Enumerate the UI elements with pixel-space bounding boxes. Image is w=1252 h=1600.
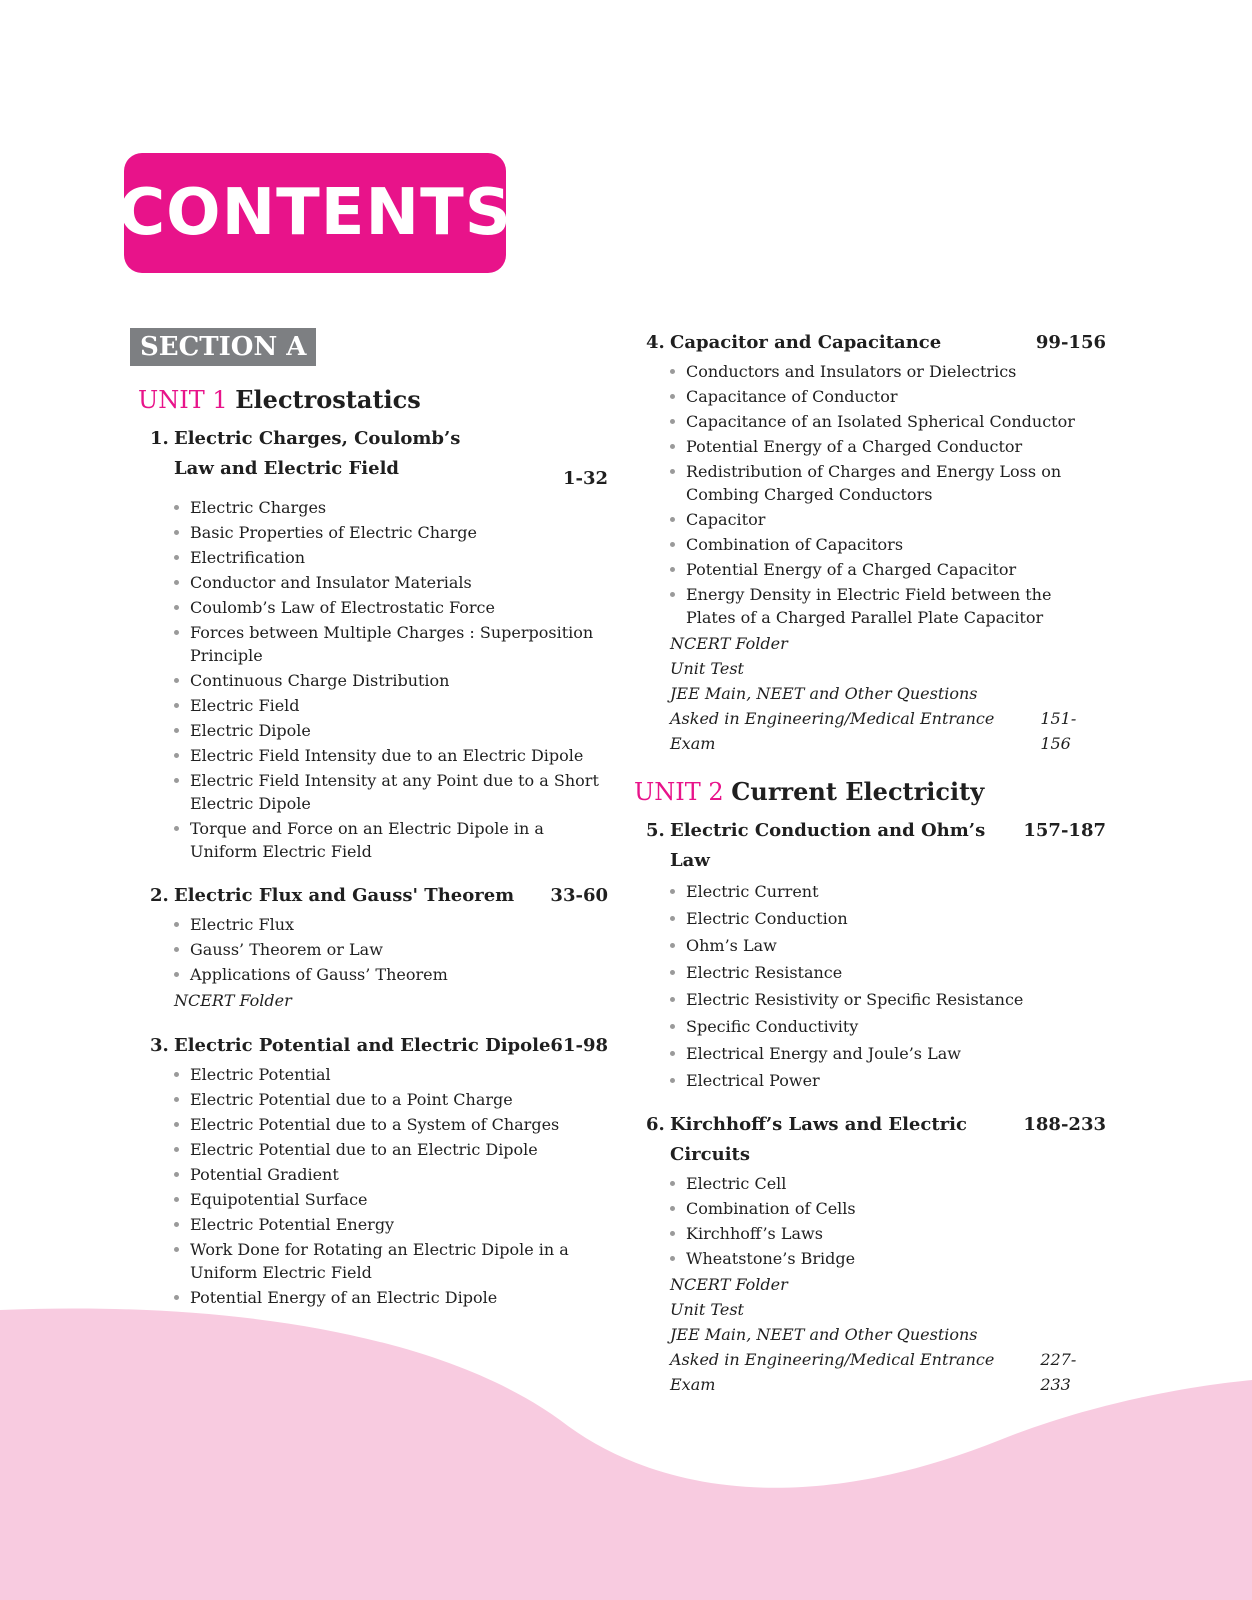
- unit-title: Electrostatics: [235, 385, 421, 414]
- list-item: Electric Potential due to a System of Charges: [174, 1113, 608, 1136]
- chapter-heading: [138, 881, 608, 911]
- unit-number: UNIT 2: [634, 778, 724, 806]
- list-item: Electrification: [174, 546, 608, 569]
- list-item: Specific Conductivity: [670, 1015, 1106, 1038]
- chapter-number: 4.: [646, 332, 665, 353]
- chapter-extra-pages: 227-233: [1040, 1350, 1077, 1394]
- list-item: Electric Potential: [174, 1063, 608, 1086]
- list-item: Electric Field: [174, 694, 608, 717]
- list-item: Capacitance of an Isolated Spherical Conductor: [670, 410, 1106, 433]
- list-item: Electric Cell: [670, 1172, 1106, 1195]
- chapter-extra: JEE Main, NEET and Other Questions: [670, 684, 978, 703]
- topic-list: [646, 880, 1106, 1092]
- list-item: Conductors and Insulators or Dielectrics: [670, 360, 1106, 383]
- chapter: [646, 328, 1106, 756]
- chapter-title: Electric Flux and Gauss' Theorem: [174, 885, 515, 906]
- chapter-number: 2.: [150, 885, 169, 906]
- topic-list: [646, 360, 1106, 629]
- list-item: Combination of Capacitors: [670, 533, 1106, 556]
- unit-heading: [634, 776, 1106, 808]
- chapter-heading: [646, 328, 1106, 358]
- chapter-extra-row: [646, 1347, 1106, 1397]
- list-item: Electric Potential due to an Electric Dipole: [174, 1138, 608, 1161]
- list-item: Conductor and Insulator Materials: [174, 571, 608, 594]
- list-item: Electrical Energy and Joule’s Law: [670, 1042, 1106, 1065]
- chapter-extra: NCERT Folder: [670, 1275, 788, 1294]
- list-item: Electric Resistance: [670, 961, 1106, 984]
- chapter-heading: [138, 1031, 608, 1061]
- chapter-pages: 33-60: [550, 885, 608, 906]
- chapter-number: 5.: [646, 820, 665, 841]
- chapter-number: 1.: [150, 428, 169, 449]
- list-item: Electric Field Intensity at any Point due to a Short Electric Dipole: [174, 769, 608, 815]
- chapter-extra: NCERT Folder: [670, 634, 788, 653]
- list-item: Electric Current: [670, 880, 1106, 903]
- list-item: Coulomb’s Law of Electrostatic Force: [174, 596, 608, 619]
- chapter-extra: Asked in Engineering/Medical Entrance Exam: [670, 1350, 995, 1394]
- chapter-extra-row: [646, 706, 1106, 756]
- list-item: Energy Density in Electric Field between the Plates of a Charged Parallel Plate Capacitor: [670, 583, 1106, 629]
- chapter-extra: Unit Test: [670, 1300, 744, 1319]
- list-item: Work Done for Rotating an Electric Dipole in a Uniform Electric Field: [174, 1238, 608, 1284]
- chapter-extra: Asked in Engineering/Medical Entrance Exam: [670, 709, 995, 753]
- chapter: [138, 881, 608, 1013]
- list-item: Wheatstone’s Bridge: [670, 1247, 1106, 1270]
- chapter-extra-pages: 151-156: [1040, 709, 1077, 753]
- chapter-title: Electric Charges, Coulomb’s: [174, 428, 461, 449]
- chapter-pages: 1-32: [562, 468, 608, 489]
- chapter-pages: 61-98: [550, 1035, 608, 1056]
- left-column: [138, 384, 608, 1327]
- list-item: Electric Dipole: [174, 719, 608, 742]
- chapter-number: 3.: [150, 1035, 169, 1056]
- topic-list: [138, 496, 608, 863]
- list-item: Potential Gradient: [174, 1163, 608, 1186]
- list-item: Basic Properties of Electric Charge: [174, 521, 608, 544]
- chapter: [138, 424, 608, 863]
- chapter-title: Electric Potential and Electric Dipole: [174, 1035, 551, 1056]
- right-column: [634, 328, 1106, 1415]
- list-item: Kirchhoff’s Laws: [670, 1222, 1106, 1245]
- chapter: [138, 1031, 608, 1309]
- chapter-extra: NCERT Folder: [174, 991, 292, 1010]
- list-item: Electric Conduction: [670, 907, 1106, 930]
- list-item: Equipotential Surface: [174, 1188, 608, 1211]
- section-label: SECTION A: [130, 328, 316, 366]
- chapter-extra: JEE Main, NEET and Other Questions: [670, 1325, 978, 1344]
- chapter-title: Kirchhoff’s Laws and Electric Circuits: [670, 1114, 967, 1165]
- list-item: Applications of Gauss’ Theorem: [174, 963, 608, 986]
- list-item: Ohm’s Law: [670, 934, 1106, 957]
- list-item: Gauss’ Theorem or Law: [174, 938, 608, 961]
- list-item: Redistribution of Charges and Energy Loss on Combing Charged Conductors: [670, 460, 1106, 506]
- list-item: Potential Energy of an Electric Dipole: [174, 1286, 608, 1309]
- unit-title: Current Electricity: [731, 777, 985, 806]
- chapter-heading-line2: [138, 454, 608, 494]
- chapter-heading: [646, 816, 1106, 876]
- chapter: [646, 1110, 1106, 1397]
- list-item: Electric Flux: [174, 913, 608, 936]
- chapter-title: Capacitor and Capacitance: [670, 332, 942, 353]
- list-item: Capacitance of Conductor: [670, 385, 1106, 408]
- list-item: Potential Energy of a Charged Capacitor: [670, 558, 1106, 581]
- list-item: Electric Potential Energy: [174, 1213, 608, 1236]
- page-title: CONTENTS: [118, 176, 512, 250]
- unit-heading: [138, 384, 608, 416]
- list-item: Potential Energy of a Charged Conductor: [670, 435, 1106, 458]
- chapter-pages: 99-156: [1035, 332, 1106, 353]
- topic-list: [138, 913, 608, 986]
- chapter-extra: Unit Test: [670, 659, 744, 678]
- unit-number: UNIT 1: [138, 386, 228, 414]
- list-item: Continuous Charge Distribution: [174, 669, 608, 692]
- chapter-heading: [138, 424, 608, 454]
- list-item: Forces between Multiple Charges : Superposition Principle: [174, 621, 608, 667]
- contents-header: [118, 153, 512, 273]
- list-item: Combination of Cells: [670, 1197, 1106, 1220]
- chapter-title: Law and Electric Field: [174, 458, 400, 479]
- list-item: Capacitor: [670, 508, 1106, 531]
- topic-list: [138, 1063, 608, 1309]
- list-item: Electrical Power: [670, 1069, 1106, 1092]
- chapter-pages: 157-187: [1023, 820, 1106, 841]
- list-item: Electric Charges: [174, 496, 608, 519]
- list-item: Electric Potential due to a Point Charge: [174, 1088, 608, 1111]
- chapter-pages: 188-233: [1023, 1114, 1106, 1135]
- list-item: Torque and Force on an Electric Dipole in a Uniform Electric Field: [174, 817, 608, 863]
- topic-list: [646, 1172, 1106, 1270]
- chapter: [646, 816, 1106, 1092]
- chapter-number: 6.: [646, 1114, 665, 1135]
- chapter-title: Electric Conduction and Ohm’s Law: [670, 820, 986, 871]
- list-item: Electric Resistivity or Specific Resistance: [670, 988, 1106, 1011]
- chapter-heading: [646, 1110, 1106, 1170]
- list-item: Electric Field Intensity due to an Electric Dipole: [174, 744, 608, 767]
